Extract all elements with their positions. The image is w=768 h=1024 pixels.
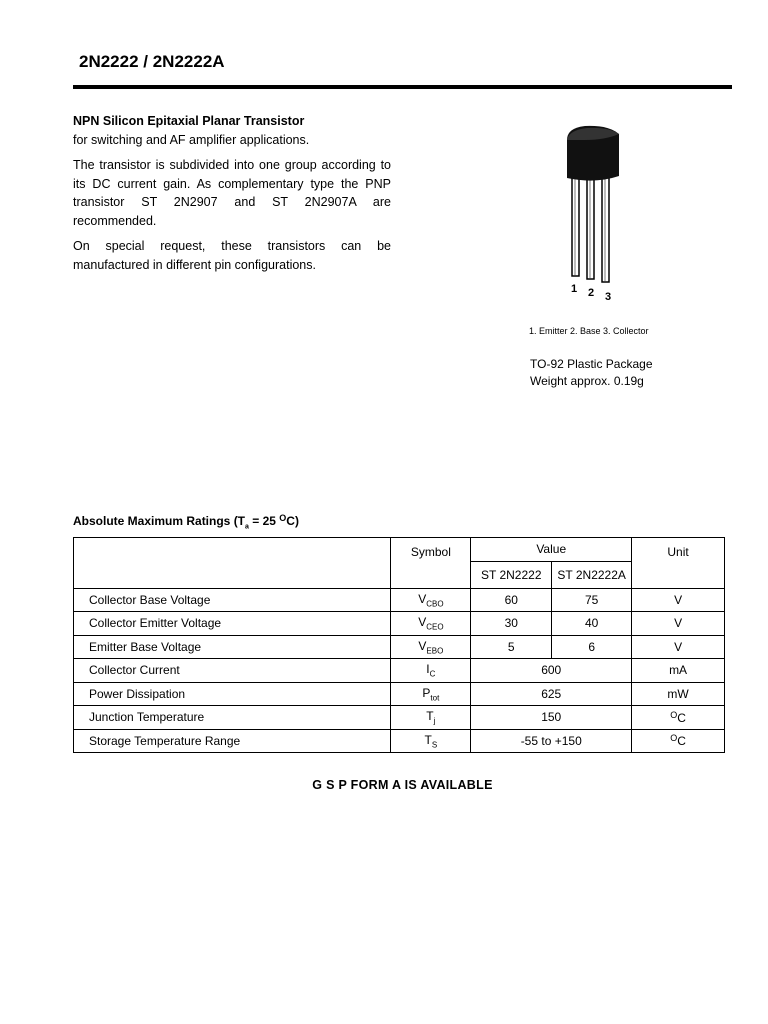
param-label: Collector Base Voltage bbox=[74, 588, 391, 612]
unit-cell: $^O$C bbox=[632, 729, 725, 753]
pin-label-2: 2 bbox=[588, 287, 595, 299]
value-shared: 150 bbox=[471, 706, 632, 730]
gsp-form-note: G S P FORM A IS AVAILABLE bbox=[312, 778, 493, 792]
symbol-cell: $P_{tot}$ bbox=[391, 682, 471, 706]
table-row bbox=[74, 706, 725, 730]
table-row bbox=[74, 659, 725, 683]
value-2n2222: 5 bbox=[471, 635, 552, 659]
unit-cell: $^O$C bbox=[632, 706, 725, 730]
page-title: 2N2222 / 2N2222A bbox=[79, 52, 225, 71]
intro-paragraph-1: The transistor is subdivided into one group according to its DC current gain. As complementary type the PNP transistor ST 2N2907 and ST 2N2907A are recommended. bbox=[73, 158, 391, 228]
symbol-cell: $T_j$ bbox=[391, 706, 471, 730]
header-parameter bbox=[74, 538, 391, 589]
symbol-cell: $V_{EBO}$ bbox=[391, 635, 471, 659]
value-2n2222: 60 bbox=[471, 588, 552, 612]
table-row bbox=[74, 612, 725, 636]
value-2n2222a: 40 bbox=[552, 612, 632, 636]
header-symbol: Symbol bbox=[391, 538, 471, 589]
table-row bbox=[74, 729, 725, 753]
unit-cell: mW bbox=[632, 682, 725, 706]
package-info bbox=[530, 356, 653, 390]
param-label: Collector Emitter Voltage bbox=[74, 612, 391, 636]
value-shared: -55 to +150 bbox=[471, 729, 632, 753]
header-unit: Unit bbox=[632, 538, 725, 589]
intro-subheading: for switching and AF amplifier applications. bbox=[73, 132, 310, 147]
symbol-cell: $V_{CEO}$ bbox=[391, 612, 471, 636]
value-2n2222a: 6 bbox=[552, 635, 632, 659]
unit-cell: V bbox=[632, 635, 725, 659]
param-label: Power Dissipation bbox=[74, 682, 391, 706]
ratings-title: Absolute Maximum Ratings ($T_a = 25$ $^O$C) bbox=[73, 513, 299, 531]
symbol-cell: $V_{CBO}$ bbox=[391, 588, 471, 612]
title-rule bbox=[73, 85, 732, 89]
unit-cell: V bbox=[632, 588, 725, 612]
param-label: Collector Current bbox=[74, 659, 391, 683]
symbol-cell: $I_C$ bbox=[391, 659, 471, 683]
pin-label-1: 1 bbox=[571, 283, 578, 295]
value-shared: 600 bbox=[471, 659, 632, 683]
transistor-package-image bbox=[555, 118, 635, 286]
unit-cell: V bbox=[632, 612, 725, 636]
value-shared: 625 bbox=[471, 682, 632, 706]
value-2n2222a: 75 bbox=[552, 588, 632, 612]
table-row bbox=[74, 682, 725, 706]
param-label: Junction Temperature bbox=[74, 706, 391, 730]
intro-heading: NPN Silicon Epitaxial Planar Transistor bbox=[73, 114, 305, 128]
header-value: Value bbox=[471, 538, 632, 562]
intro-section bbox=[73, 112, 391, 274]
pin-legend: 1. Emitter 2. Base 3. Collector bbox=[529, 326, 649, 336]
intro-paragraph-2: On special request, these transistors can be manufactured in different pin configurations. bbox=[73, 239, 391, 272]
table-row bbox=[74, 588, 725, 612]
pin-label-3: 3 bbox=[605, 291, 612, 303]
table-header-row bbox=[74, 538, 725, 562]
package-name: TO-92 Plastic Package bbox=[530, 357, 653, 371]
package-weight: Weight approx. 0.19g bbox=[530, 374, 644, 388]
symbol-cell: $T_S$ bbox=[391, 729, 471, 753]
header-st2n2222a: ST 2N2222A bbox=[552, 561, 632, 588]
param-label: Storage Temperature Range bbox=[74, 729, 391, 753]
value-2n2222: 30 bbox=[471, 612, 552, 636]
header-st2n2222: ST 2N2222 bbox=[471, 561, 552, 588]
ratings-table bbox=[73, 537, 725, 753]
param-label: Emitter Base Voltage bbox=[74, 635, 391, 659]
unit-cell: mA bbox=[632, 659, 725, 683]
table-row bbox=[74, 635, 725, 659]
